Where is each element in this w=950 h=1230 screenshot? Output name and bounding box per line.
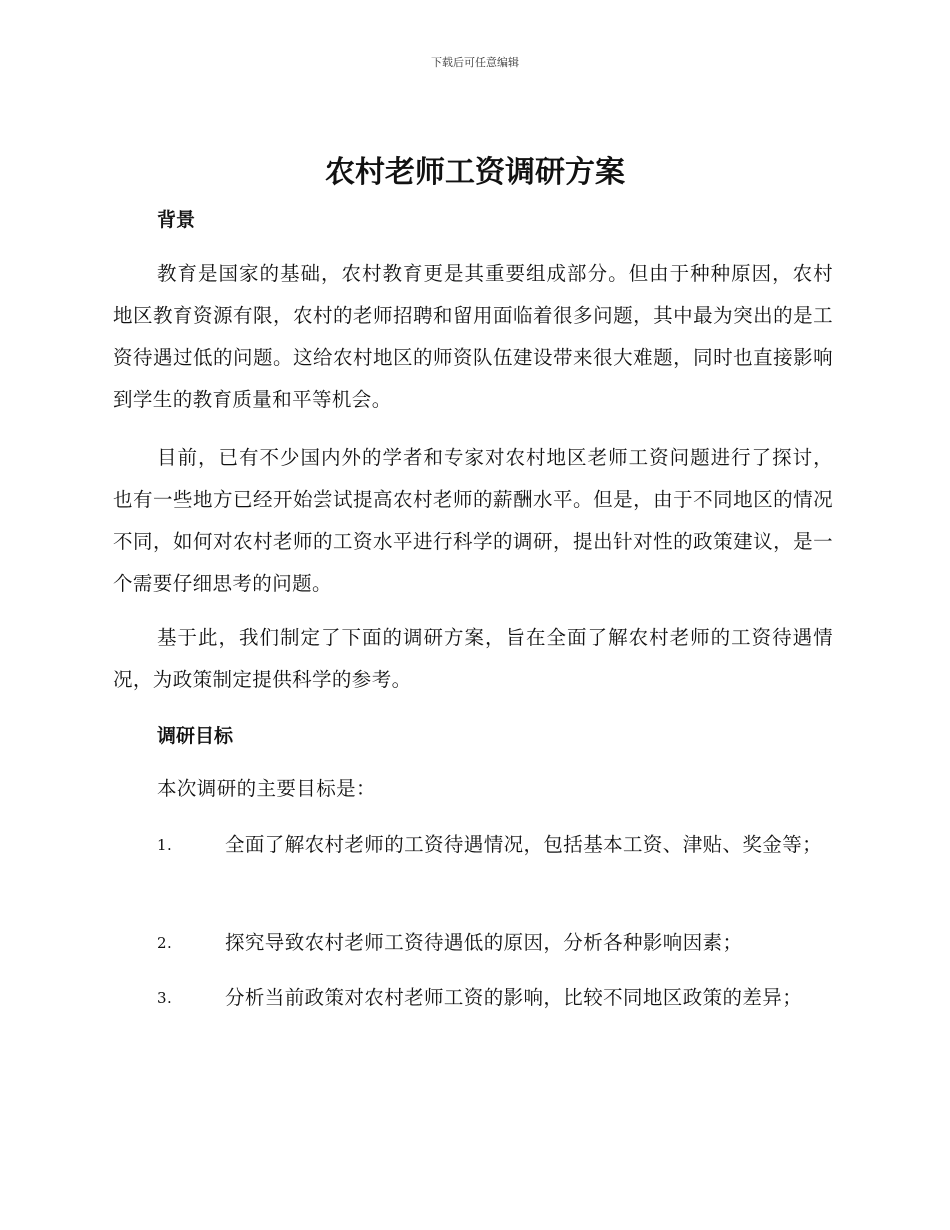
list-item-text: 全面了解农村老师的工资待遇情况，包括基本工资、津贴、奖金等； (225, 833, 823, 856)
background-paragraph-2: 目前，已有不少国内外的学者和专家对农村地区老师工资问题进行了探讨，也有一些地方已经开始尝试提高农村老师的薪酬水平。但是，由于不同地区的情况不同，如何对农村老师的工资水平进行科学的调研，提出针对性的政策建议，是一个需要仔细思考的问题。 (113, 446, 833, 595)
header-note: 下载后可任意编辑 (431, 56, 519, 69)
list-item (113, 922, 833, 964)
document-title: 农村老师工资调研方案 (325, 155, 625, 190)
list-item-number: 3. (157, 989, 173, 1007)
background-paragraph-1: 教育是国家的基础，农村教育更是其重要组成部分。但由于种种原因，农村地区教育资源有限，农村的老师招聘和留用面临着很多问题，其中最为突出的是工资待遇过低的问题。这给农村地区的师资队伍建设带来很大难题，同时也直接影响到学生的教育质量和平等机会。 (113, 262, 833, 411)
list-item (113, 977, 833, 1019)
list-item-number: 2. (157, 934, 173, 952)
list-item-number: 1. (157, 836, 173, 854)
section-heading-background: 背景 (157, 209, 196, 231)
list-item-text: 探究导致农村老师工资待遇低的原因，分析各种影响因素； (225, 931, 743, 954)
list-item (113, 824, 833, 866)
list-item-text: 分析当前政策对农村老师工资的影响，比较不同地区政策的差异； (225, 986, 803, 1009)
section-heading-objectives: 调研目标 (157, 725, 234, 747)
objectives-intro: 本次调研的主要目标是： (157, 777, 376, 800)
background-paragraph-3: 基于此，我们制定了下面的调研方案，旨在全面了解农村老师的工资待遇情况，为政策制定提供科学的参考。 (113, 626, 833, 691)
